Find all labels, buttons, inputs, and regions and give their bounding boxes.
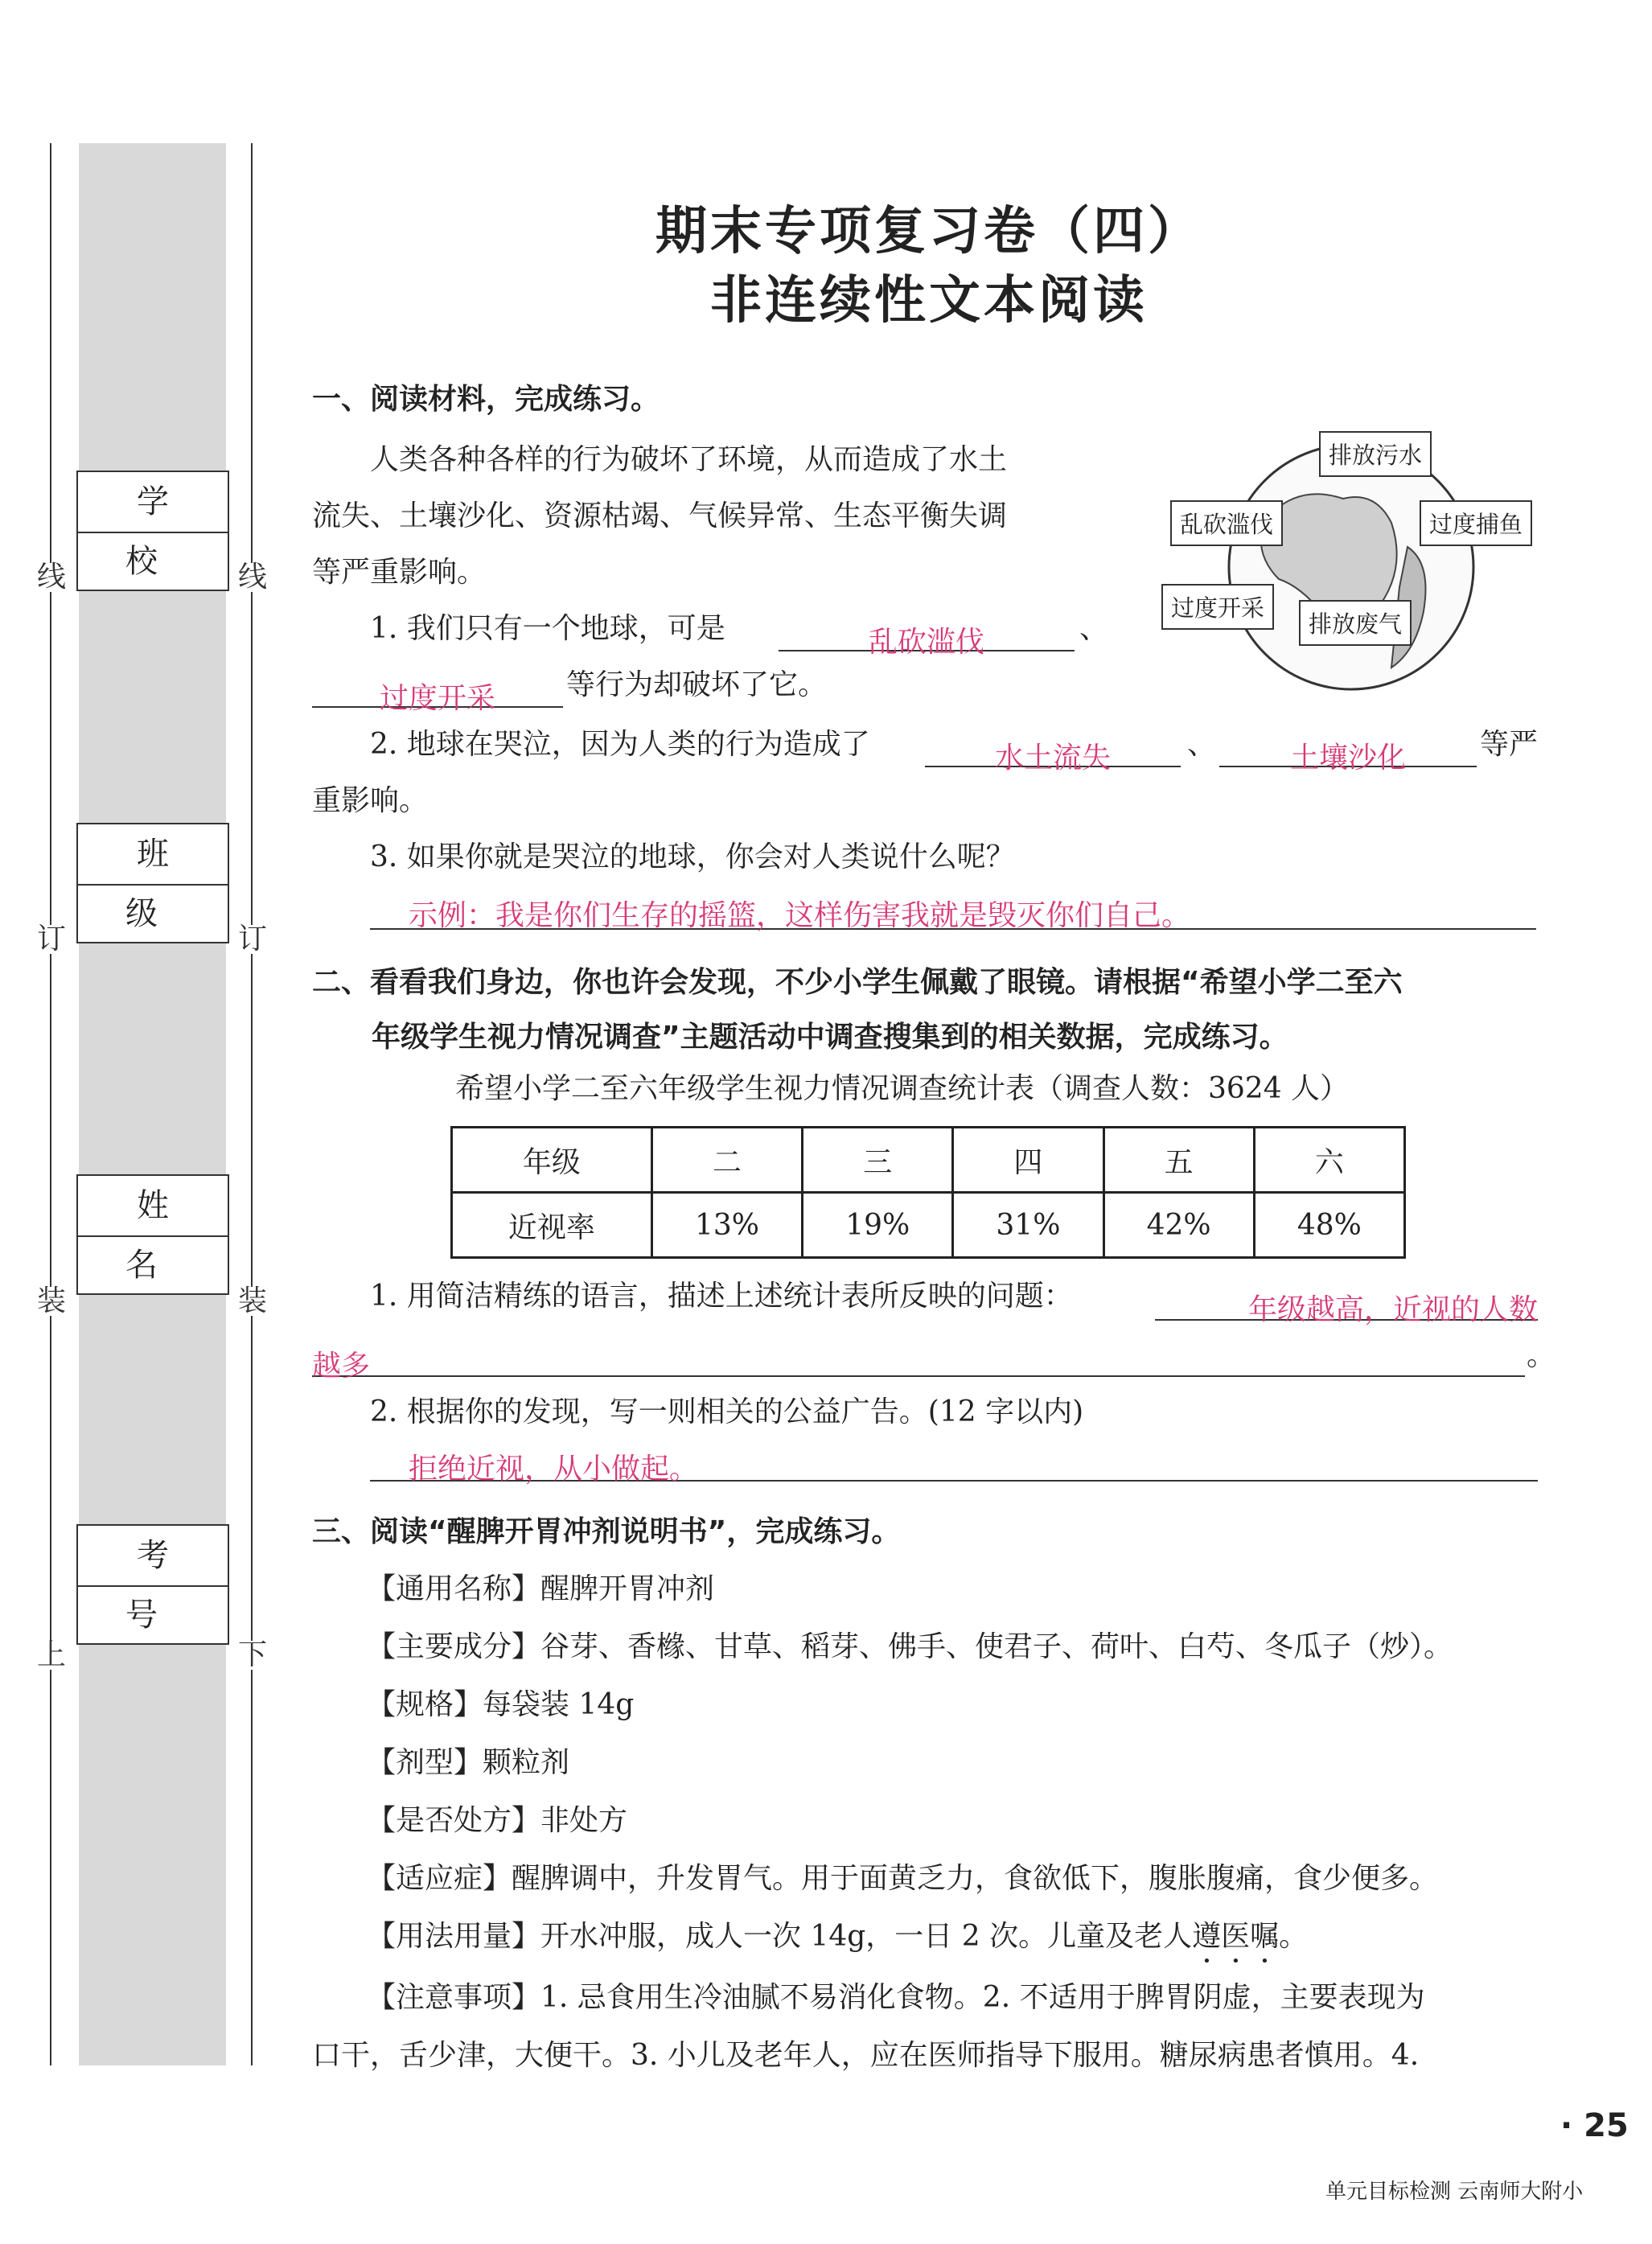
section3-heading: 三、阅读“醒脾开胃冲剂说明书”，完成练习。 xyxy=(312,1515,901,1548)
publisher-footer: 单元目标检测 云南师大附小 xyxy=(1325,2180,1584,2204)
med-indications: 【适应症】醒脾调中，升发胃气。用于面黄乏力，食欲低下，腹胀腹痛，食少便多。 xyxy=(367,1862,1439,1895)
s1-q1-text: 1. 我们只有一个地球，可是 xyxy=(370,612,725,645)
s2-q1-answer-line1: 年级越高，近视的人数 xyxy=(1247,1293,1538,1326)
med-ingredients: 【主要成分】谷芽、香橼、甘草、稻芽、佛手、使君子、荷叶、白芍、冬瓜子（炒）。 xyxy=(367,1630,1453,1663)
table-cell: 19% xyxy=(803,1193,953,1258)
section1-heading: 一、阅读材料，完成练习。 xyxy=(312,383,660,416)
s2-q1-answer-line2: 越多 xyxy=(312,1350,371,1383)
med-usage-end: 。 xyxy=(1279,1920,1309,1953)
binding-mark-zhuang-right: 装 xyxy=(238,1284,268,1317)
globe-label-sewage: 排放污水 xyxy=(1319,431,1432,477)
binding-mark-shang: 上 xyxy=(37,1638,67,1671)
table-cell: 31% xyxy=(953,1193,1103,1258)
s1-q3-answer: 示例：我是你们生存的摇篮，这样伤害我就是毁灭你们自己。 xyxy=(409,899,1191,932)
med-notes-line1: 【注意事项】1. 忌食用生冷油腻不易消化食物。2. 不适用于脾胃阴虚，主要表现为 xyxy=(367,1981,1425,2014)
table-cell: 近视率 xyxy=(452,1193,652,1258)
binding-strip xyxy=(79,143,226,2065)
section2-heading-line2: 年级学生视力情况调查”主题活动中调查搜集到的相关数据，完成练习。 xyxy=(372,1021,1288,1054)
globe-label-overfishing: 过度捕鱼 xyxy=(1420,500,1532,546)
globe-label-overmining: 过度开采 xyxy=(1161,584,1274,630)
med-usage-emphasis: 遵医嘱 xyxy=(1192,1920,1280,1953)
s2-q1-answer-blank2[interactable] xyxy=(312,1343,1525,1383)
binding-mark-xian-left: 线 xyxy=(37,561,67,594)
class-field[interactable] xyxy=(76,823,229,943)
s2-q1-answer-blank1[interactable] xyxy=(1155,1287,1538,1326)
s1-q2-answer1-blank[interactable] xyxy=(925,735,1181,775)
s1-q2-answer1: 水土流失 xyxy=(994,742,1111,775)
med-specification: 【规格】每袋装 14g xyxy=(367,1688,635,1721)
binding-mark-zhuang-left: 装 xyxy=(37,1284,67,1317)
table-header-cell: 年级 xyxy=(452,1128,652,1193)
s1-q1-answer2-blank[interactable] xyxy=(312,676,563,715)
globe-label-deforestation: 乱砍滥伐 xyxy=(1170,500,1283,546)
s1-q2-tail1: 等严 xyxy=(1480,728,1539,761)
name-field[interactable] xyxy=(76,1174,229,1295)
table-header-cell: 五 xyxy=(1103,1128,1254,1193)
page-number: · 25 xyxy=(1560,2107,1629,2144)
med-usage xyxy=(367,1908,1308,1970)
table-row xyxy=(452,1193,1405,1258)
s1-q1-answer1-blank[interactable] xyxy=(779,619,1075,659)
med-generic-name: 【通用名称】醒脾开胃冲剂 xyxy=(367,1572,715,1605)
med-notes-line2: 口干，舌少津，大便干。3. 小儿及老年人，应在医师指导下服用。糖尿病患者慎用。4. xyxy=(312,2039,1420,2072)
globe-label-exhaust: 排放废气 xyxy=(1299,600,1412,646)
s1-q2-text: 2. 地球在哭泣，因为人类的行为造成了 xyxy=(370,728,870,761)
table-header-cell: 三 xyxy=(803,1128,953,1193)
page-title: 期末专项复习卷（四） xyxy=(655,202,1202,261)
table-cell: 42% xyxy=(1103,1193,1254,1258)
school-label: 学 校 xyxy=(78,472,228,533)
exam-number-field[interactable] xyxy=(76,1524,229,1645)
s2-q1-text: 1. 用简洁精练的语言，描述上述统计表所反映的问题： xyxy=(370,1280,1073,1313)
section1-intro-line1: 人类各种各样的行为破坏了环境，从而造成了水土 xyxy=(370,443,1008,476)
med-dosage-form: 【剂型】颗粒剂 xyxy=(367,1746,570,1779)
s1-q3-text: 3. 如果你就是哭泣的地球，你会对人类说什么呢？ xyxy=(370,840,1015,873)
class-label: 班 级 xyxy=(78,824,228,886)
s1-q1-answer1: 乱砍滥伐 xyxy=(868,626,984,659)
med-usage-text: 【用法用量】开水冲服，成人一次 14g，一日 2 次。儿童及老人 xyxy=(367,1920,1193,1953)
table-cell: 13% xyxy=(651,1193,802,1258)
s1-q1-separator: 、 xyxy=(1079,612,1109,645)
s1-q3-answer-blank[interactable] xyxy=(370,893,1536,930)
section2-heading-line1: 二、看看我们身边，你也许会发现，不少小学生佩戴了眼镜。请根据“希望小学二至六 xyxy=(312,966,1403,999)
page-subtitle: 非连续性文本阅读 xyxy=(710,271,1148,331)
vision-survey-table xyxy=(450,1126,1406,1259)
table-header-row xyxy=(452,1128,1405,1193)
table-header-cell: 六 xyxy=(1254,1128,1404,1193)
binding-mark-ding-left: 订 xyxy=(37,923,67,956)
binding-line-right xyxy=(251,143,253,2065)
section1-intro-line3: 等严重影响。 xyxy=(312,556,487,589)
med-prescription: 【是否处方】非处方 xyxy=(367,1804,628,1837)
table-header-cell: 二 xyxy=(651,1128,802,1193)
s1-q1-answer2: 过度开采 xyxy=(379,682,495,715)
s1-q2-answer2: 土壤沙化 xyxy=(1289,742,1406,775)
s2-q2-answer: 拒绝近视，从小做起。 xyxy=(409,1453,699,1486)
section1-intro-line2: 流失、土壤沙化、资源枯竭、气候异常、生态平衡失调 xyxy=(312,499,1008,532)
table-header-cell: 四 xyxy=(953,1128,1103,1193)
binding-mark-ding-right: 订 xyxy=(238,923,268,956)
s2-q1-end: 。 xyxy=(1527,1339,1556,1372)
binding-line-left xyxy=(50,143,51,2065)
table-caption: 希望小学二至六年级学生视力情况调查统计表（调查人数：3624 人） xyxy=(455,1072,1350,1105)
s2-q2-text: 2. 根据你的发现，写一则相关的公益广告。(12 字以内) xyxy=(370,1395,1084,1428)
school-field[interactable] xyxy=(76,471,229,591)
table-cell: 48% xyxy=(1254,1193,1404,1258)
binding-mark-xia: 下 xyxy=(238,1638,268,1671)
s2-q2-answer-blank[interactable] xyxy=(370,1446,1538,1486)
s1-q2-tail2: 重影响。 xyxy=(312,784,429,817)
binding-mark-xian-right: 线 xyxy=(238,561,268,594)
s1-q2-answer2-blank[interactable] xyxy=(1219,735,1477,775)
s1-q1-tail: 等行为却破坏了它。 xyxy=(566,668,828,701)
exam-number-label: 考 号 xyxy=(78,1526,228,1587)
name-label: 姓 名 xyxy=(78,1176,228,1237)
s1-q2-separator: 、 xyxy=(1187,728,1217,761)
